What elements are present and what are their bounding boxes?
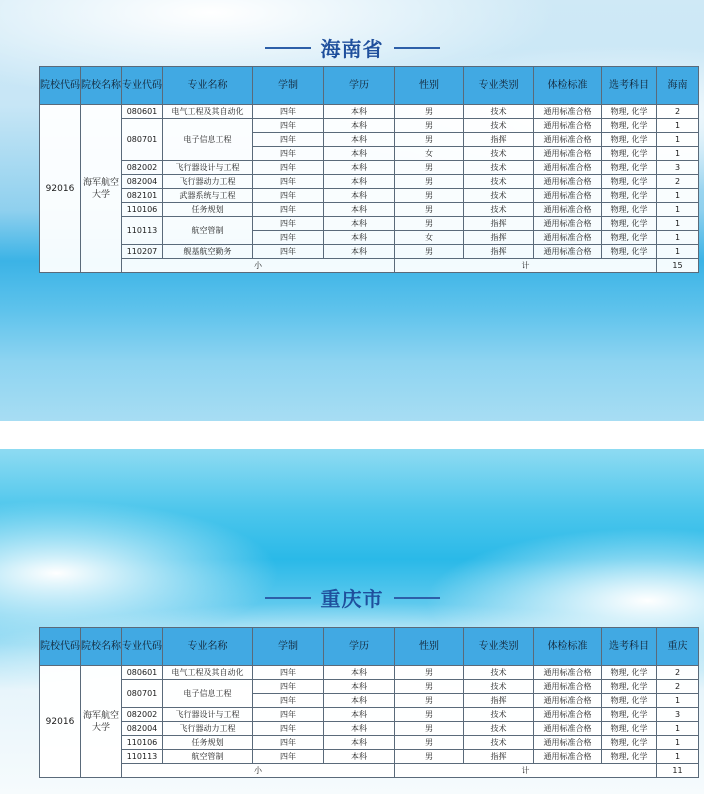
section-heading [0, 583, 704, 611]
header-duration: 学制 [253, 628, 324, 666]
category-cell: 技术 [464, 708, 534, 722]
subjects-cell: 物理, 化学 [602, 245, 657, 259]
duration-cell: 四年 [253, 750, 324, 764]
quota-cell: 1 [657, 245, 699, 259]
duration-cell: 四年 [253, 175, 324, 189]
duration-cell: 四年 [253, 133, 324, 147]
header-school-name: 院校名称 [81, 67, 122, 105]
quota-cell: 1 [657, 722, 699, 736]
category-cell: 技术 [464, 680, 534, 694]
header-major-name: 专业名称 [163, 628, 253, 666]
section-title: 海南省 [320, 37, 384, 61]
duration-cell: 四年 [253, 119, 324, 133]
degree-cell: 本科 [324, 694, 395, 708]
subtotal-value: 15 [657, 259, 699, 273]
table-row [40, 161, 699, 175]
major-code-cell: 110113 [122, 217, 163, 245]
header-major-code: 专业代码 [122, 67, 163, 105]
school-name-cell: 海军航空大学 [81, 105, 122, 273]
subjects-cell: 物理, 化学 [602, 680, 657, 694]
header-school-code: 院校代码 [40, 628, 81, 666]
panel-gap [0, 421, 704, 449]
standard-cell: 通用标准合格 [534, 245, 602, 259]
gender-cell: 男 [395, 722, 464, 736]
quota-cell: 1 [657, 694, 699, 708]
category-cell: 技术 [464, 175, 534, 189]
standard-cell: 通用标准合格 [534, 722, 602, 736]
quota-cell: 1 [657, 119, 699, 133]
gender-cell: 男 [395, 694, 464, 708]
table-row [40, 217, 699, 231]
subjects-cell: 物理, 化学 [602, 217, 657, 231]
school-name-cell: 海军航空大学 [81, 666, 122, 778]
header-category: 专业类别 [464, 628, 534, 666]
subjects-cell: 物理, 化学 [602, 161, 657, 175]
major-name-cell: 航空管制 [163, 217, 253, 245]
degree-cell: 本科 [324, 722, 395, 736]
major-name-cell: 电气工程及其自动化 [163, 105, 253, 119]
gender-cell: 男 [395, 736, 464, 750]
duration-cell: 四年 [253, 666, 324, 680]
quota-cell: 2 [657, 680, 699, 694]
major-name-cell: 舰基航空勤务 [163, 245, 253, 259]
major-name-cell: 电子信息工程 [163, 680, 253, 708]
duration-cell: 四年 [253, 245, 324, 259]
duration-cell: 四年 [253, 708, 324, 722]
subjects-cell: 物理, 化学 [602, 147, 657, 161]
category-cell: 技术 [464, 203, 534, 217]
subtotal-value: 11 [657, 764, 699, 778]
table-row [40, 245, 699, 259]
heading-rule-right [394, 597, 440, 599]
header-school-name: 院校名称 [81, 628, 122, 666]
header-subjects: 选考科目 [602, 67, 657, 105]
duration-cell: 四年 [253, 147, 324, 161]
duration-cell: 四年 [253, 722, 324, 736]
section-title: 重庆市 [320, 587, 384, 611]
header-gender: 性别 [395, 628, 464, 666]
degree-cell: 本科 [324, 231, 395, 245]
quota-cell: 1 [657, 133, 699, 147]
subjects-cell: 物理, 化学 [602, 722, 657, 736]
standard-cell: 通用标准合格 [534, 203, 602, 217]
duration-cell: 四年 [253, 161, 324, 175]
major-code-cell: 080601 [122, 105, 163, 119]
gender-cell: 男 [395, 119, 464, 133]
quota-cell: 2 [657, 175, 699, 189]
standard-cell: 通用标准合格 [534, 694, 602, 708]
degree-cell: 本科 [324, 147, 395, 161]
quota-cell: 1 [657, 750, 699, 764]
degree-cell: 本科 [324, 750, 395, 764]
heading-rule-left [265, 597, 311, 599]
standard-cell: 通用标准合格 [534, 750, 602, 764]
subjects-cell: 物理, 化学 [602, 231, 657, 245]
header-major-code: 专业代码 [122, 628, 163, 666]
subtotal-row [40, 764, 699, 778]
quota-cell: 1 [657, 147, 699, 161]
category-cell: 技术 [464, 119, 534, 133]
school-code-cell: 92016 [40, 666, 81, 778]
major-code-cell: 110106 [122, 203, 163, 217]
header-physical-standard: 体检标准 [534, 628, 602, 666]
subjects-cell: 物理, 化学 [602, 750, 657, 764]
gender-cell: 男 [395, 680, 464, 694]
standard-cell: 通用标准合格 [534, 175, 602, 189]
duration-cell: 四年 [253, 189, 324, 203]
subjects-cell: 物理, 化学 [602, 736, 657, 750]
degree-cell: 本科 [324, 666, 395, 680]
standard-cell: 通用标准合格 [534, 147, 602, 161]
duration-cell: 四年 [253, 105, 324, 119]
subtotal-label-right: 计 [395, 764, 657, 778]
header-gender: 性别 [395, 67, 464, 105]
duration-cell: 四年 [253, 203, 324, 217]
table-row [40, 736, 699, 750]
table-row [40, 722, 699, 736]
category-cell: 技术 [464, 722, 534, 736]
gender-cell: 男 [395, 217, 464, 231]
major-name-cell: 任务规划 [163, 203, 253, 217]
standard-cell: 通用标准合格 [534, 736, 602, 750]
subtotal-label-left: 小 [122, 764, 395, 778]
major-code-cell: 110207 [122, 245, 163, 259]
degree-cell: 本科 [324, 189, 395, 203]
quota-cell: 1 [657, 203, 699, 217]
subjects-cell: 物理, 化学 [602, 119, 657, 133]
standard-cell: 通用标准合格 [534, 105, 602, 119]
gender-cell: 男 [395, 133, 464, 147]
quota-cell: 2 [657, 105, 699, 119]
gender-cell: 女 [395, 147, 464, 161]
gender-cell: 男 [395, 666, 464, 680]
category-cell: 技术 [464, 147, 534, 161]
table-row [40, 666, 699, 680]
school-code-cell: 92016 [40, 105, 81, 273]
heading-rule-right [394, 47, 440, 49]
subjects-cell: 物理, 化学 [602, 203, 657, 217]
quota-cell: 1 [657, 736, 699, 750]
major-code-cell: 082002 [122, 161, 163, 175]
major-name-cell: 任务规划 [163, 736, 253, 750]
heading-rule-left [265, 47, 311, 49]
duration-cell: 四年 [253, 231, 324, 245]
table-row [40, 203, 699, 217]
gender-cell: 女 [395, 231, 464, 245]
category-cell: 技术 [464, 736, 534, 750]
subjects-cell: 物理, 化学 [602, 175, 657, 189]
major-code-cell: 082004 [122, 175, 163, 189]
table-row [40, 175, 699, 189]
gender-cell: 男 [395, 245, 464, 259]
quota-cell: 1 [657, 231, 699, 245]
table-row [40, 119, 699, 133]
category-cell: 指挥 [464, 133, 534, 147]
category-cell: 指挥 [464, 217, 534, 231]
category-cell: 指挥 [464, 245, 534, 259]
standard-cell: 通用标准合格 [534, 189, 602, 203]
standard-cell: 通用标准合格 [534, 666, 602, 680]
duration-cell: 四年 [253, 680, 324, 694]
major-name-cell: 飞行器动力工程 [163, 175, 253, 189]
category-cell: 指挥 [464, 694, 534, 708]
standard-cell: 通用标准合格 [534, 119, 602, 133]
header-school-code: 院校代码 [40, 67, 81, 105]
major-code-cell: 082002 [122, 708, 163, 722]
gender-cell: 男 [395, 203, 464, 217]
degree-cell: 本科 [324, 217, 395, 231]
category-cell: 技术 [464, 161, 534, 175]
standard-cell: 通用标准合格 [534, 217, 602, 231]
major-code-cell: 110113 [122, 750, 163, 764]
standard-cell: 通用标准合格 [534, 231, 602, 245]
category-cell: 技术 [464, 105, 534, 119]
major-name-cell: 航空管制 [163, 750, 253, 764]
subjects-cell: 物理, 化学 [602, 133, 657, 147]
major-name-cell: 飞行器动力工程 [163, 722, 253, 736]
subjects-cell: 物理, 化学 [602, 105, 657, 119]
table-row [40, 708, 699, 722]
major-code-cell: 082004 [122, 722, 163, 736]
major-name-cell: 飞行器设计与工程 [163, 708, 253, 722]
table-header-row [40, 628, 699, 666]
quota-cell: 2 [657, 666, 699, 680]
category-cell: 技术 [464, 666, 534, 680]
admission-table [39, 66, 699, 273]
header-degree: 学历 [324, 67, 395, 105]
gender-cell: 男 [395, 175, 464, 189]
category-cell: 指挥 [464, 750, 534, 764]
gender-cell: 男 [395, 189, 464, 203]
degree-cell: 本科 [324, 161, 395, 175]
major-name-cell: 电子信息工程 [163, 119, 253, 161]
subtotal-label-left: 小 [122, 259, 395, 273]
header-major-name: 专业名称 [163, 67, 253, 105]
major-code-cell: 082101 [122, 189, 163, 203]
section-heading [0, 33, 704, 61]
category-cell: 指挥 [464, 231, 534, 245]
quota-cell: 1 [657, 189, 699, 203]
table-row [40, 680, 699, 694]
table-row [40, 189, 699, 203]
header-physical-standard: 体检标准 [534, 67, 602, 105]
degree-cell: 本科 [324, 680, 395, 694]
header-category: 专业类别 [464, 67, 534, 105]
degree-cell: 本科 [324, 119, 395, 133]
subjects-cell: 物理, 化学 [602, 694, 657, 708]
subjects-cell: 物理, 化学 [602, 666, 657, 680]
gender-cell: 男 [395, 708, 464, 722]
table-row [40, 750, 699, 764]
duration-cell: 四年 [253, 736, 324, 750]
subjects-cell: 物理, 化学 [602, 189, 657, 203]
standard-cell: 通用标准合格 [534, 133, 602, 147]
degree-cell: 本科 [324, 203, 395, 217]
quota-cell: 3 [657, 161, 699, 175]
subjects-cell: 物理, 化学 [602, 708, 657, 722]
chongqing-panel [0, 449, 704, 794]
header-province: 重庆 [657, 628, 699, 666]
duration-cell: 四年 [253, 694, 324, 708]
standard-cell: 通用标准合格 [534, 708, 602, 722]
degree-cell: 本科 [324, 105, 395, 119]
subtotal-row [40, 259, 699, 273]
gender-cell: 男 [395, 105, 464, 119]
header-duration: 学制 [253, 67, 324, 105]
major-code-cell: 080701 [122, 119, 163, 161]
major-name-cell: 电气工程及其自动化 [163, 666, 253, 680]
degree-cell: 本科 [324, 245, 395, 259]
major-code-cell: 080701 [122, 680, 163, 708]
standard-cell: 通用标准合格 [534, 680, 602, 694]
category-cell: 技术 [464, 189, 534, 203]
major-name-cell: 飞行器设计与工程 [163, 161, 253, 175]
standard-cell: 通用标准合格 [534, 161, 602, 175]
table-header-row [40, 67, 699, 105]
degree-cell: 本科 [324, 736, 395, 750]
major-name-cell: 武器系统与工程 [163, 189, 253, 203]
degree-cell: 本科 [324, 708, 395, 722]
quota-cell: 1 [657, 217, 699, 231]
quota-cell: 3 [657, 708, 699, 722]
degree-cell: 本科 [324, 133, 395, 147]
degree-cell: 本科 [324, 175, 395, 189]
header-province: 海南 [657, 67, 699, 105]
duration-cell: 四年 [253, 217, 324, 231]
major-code-cell: 110106 [122, 736, 163, 750]
gender-cell: 男 [395, 161, 464, 175]
header-degree: 学历 [324, 628, 395, 666]
table-row [40, 105, 699, 119]
gender-cell: 男 [395, 750, 464, 764]
header-subjects: 选考科目 [602, 628, 657, 666]
subtotal-label-right: 计 [395, 259, 657, 273]
admission-table [39, 627, 699, 778]
major-code-cell: 080601 [122, 666, 163, 680]
